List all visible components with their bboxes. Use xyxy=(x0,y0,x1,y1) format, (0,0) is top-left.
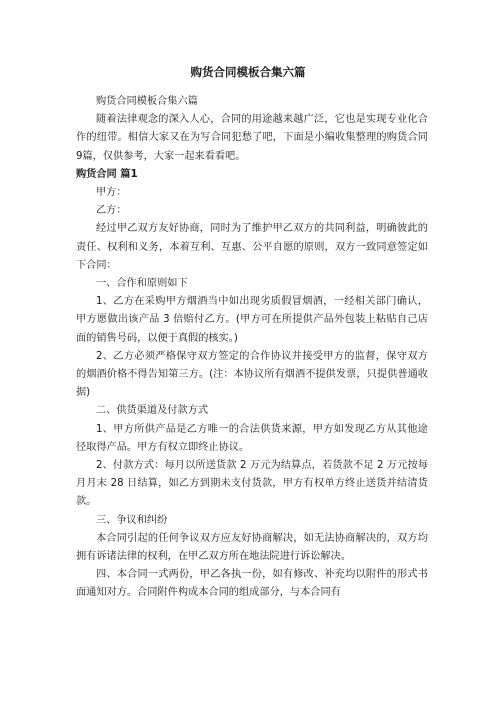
document-body xyxy=(76,93,428,603)
party-b-label: 乙方： xyxy=(96,205,127,217)
clause-2-1: 1、甲方所供产品是乙方唯一的合法供货来源，甲方如发现乙方从其他途径取得产品。甲方有权立即终止协议。 xyxy=(76,423,428,453)
clause-2-2: 2、付款方式：每月以所送货款 2 万元为结算点，若货款不足 2 万元按每月月末 28 日结算，如乙方到期未支付货款，甲方有权单方终止送货并结清货款。 xyxy=(76,460,428,508)
clause-4-text: 四、本合同一式两份，甲乙各执一份，如有修改、补充均以附件的形式书面通知对方。合同附件构成本合同的组成部分，与本合同有 xyxy=(76,569,428,599)
document-title: 购货合同模板合集六篇 xyxy=(190,65,306,79)
clause-heading-2: 二、供货渠道及付款方式 xyxy=(96,405,209,417)
paragraph-subtitle: 购货合同模板合集六篇 xyxy=(96,96,198,107)
paragraph-preamble: 经过甲乙双方友好协商，同时为了维护甲乙双方的共同利益，明确彼此的责任、权利和义务，本着互利、互惠、公平自愿的原则，双方一致同意签定如下合同： xyxy=(76,223,428,271)
clause-1-2: 2、乙方必须严格保守双方签定的合作协议并接受甲方的监督，保守双方的烟酒价格不得告知第三方。(注：本协议所有烟酒不提供发票，只提供普通收据) xyxy=(76,350,428,399)
party-a-label: 甲方： xyxy=(96,187,127,199)
clause-1-1: 1、乙方在采购甲方烟酒当中如出现劣质假冒烟酒，一经相关部门确认，甲方愿做出该产品 3 倍赔付乙方。(甲方可在所提供产品外包装上粘贴自己店面的销售号码，以便于真假的核实。) xyxy=(76,296,428,344)
clause-heading-1: 一、合作和原则如下 xyxy=(96,278,188,290)
section-heading-contract-1: 购货合同 篇1 xyxy=(76,168,138,180)
paragraph-intro: 随着法律观念的深入人心，合同的用途越来越广泛，它也是实现专业化合作的纽带。相信大家又在为写合同犯愁了吧，下面是小编收集整理的购货合同9篇，仅供参考，大家一起来看看吧。 xyxy=(76,114,428,162)
clause-heading-3: 三、争议和纠纷 xyxy=(96,514,168,526)
clause-3-text: 本合同引起的任何争议双方应友好协商解决，如无法协商解决的，双方均拥有诉诸法律的权利，在甲乙双方所在地法院进行诉讼解决。 xyxy=(76,532,428,563)
